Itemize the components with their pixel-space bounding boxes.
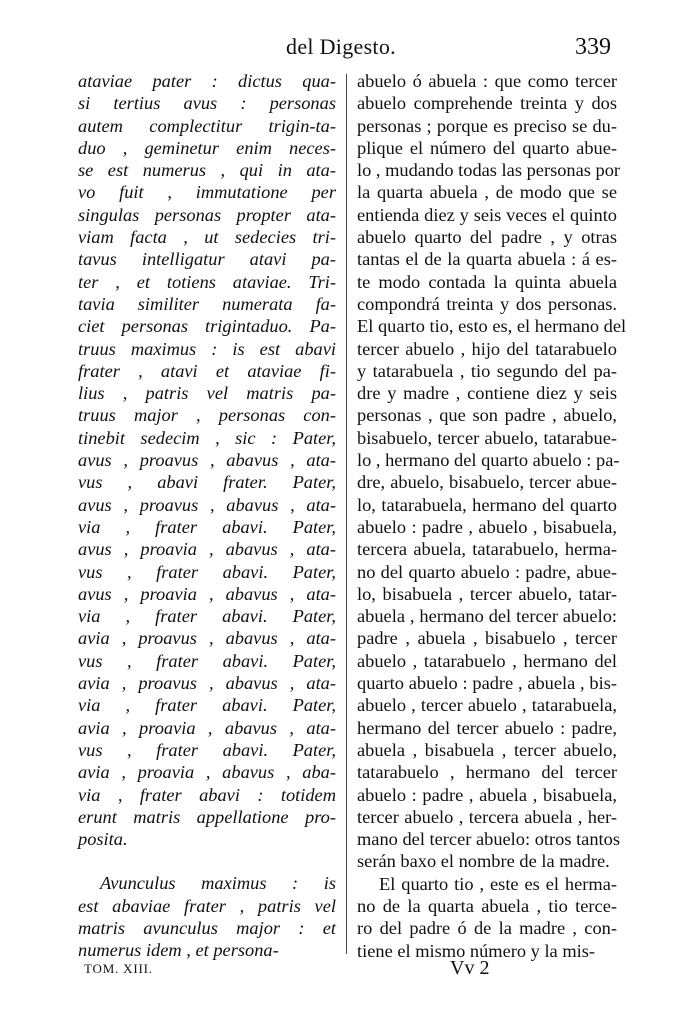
text-line: plique el número del quarto abue- (357, 137, 617, 158)
text-line: tiene el mismo número y la mis- (357, 940, 596, 961)
text-line: Avunculus maximus : is (100, 873, 336, 894)
text-line: duo , geminetur enim neces- (78, 137, 336, 158)
text-line: vus , frater abavi. Pater, (78, 739, 336, 760)
text-line: abuelo : padre , abuelo , bisabuela, (357, 516, 617, 537)
text-line: abuelo ó abuela : que como tercer (357, 71, 617, 91)
text-line: erunt matris appellatione pro- (78, 806, 336, 827)
text-line: lo , mudando todas las personas por (357, 160, 621, 181)
text-line: tavus intelligatur atavi pa- (78, 249, 336, 270)
text-line: hermano del tercer abuelo : padre, (357, 717, 617, 738)
text-line: mano del tercer abuelo: otros tantos (357, 829, 621, 850)
text-line: abuelo , tatarabuelo , hermano del (357, 650, 617, 671)
text-line: avia , proavus , abavus , ata- (78, 673, 336, 694)
spanish-paragraph-1 (357, 70, 627, 873)
text-line: te modo contada la quinta abuela (357, 271, 617, 292)
running-title: del Digesto. (286, 34, 396, 59)
text-line: no del quarto abuelo : padre, abue- (357, 561, 617, 582)
text-line: avus , proavia , abavus , ata- (78, 539, 336, 560)
spanish-column (357, 70, 627, 962)
text-line: truus maximus : is est abavi (78, 338, 336, 359)
text-line: ter , et totiens ataviae. Tri- (78, 271, 336, 292)
text-line: via , frater abavi. Pater, (78, 516, 336, 537)
text-line: avia , proavia , abavus , ata- (78, 717, 336, 738)
text-line: lo , hermano del quarto abuelo : pa- (357, 450, 620, 471)
text-line: avia , proavia , abavus , aba- (78, 762, 336, 783)
page-number: 339 (575, 34, 611, 60)
text-line: abuelo , tercer abuelo , tatarabuela, (357, 695, 617, 716)
text-line: viam facta , ut sedecies tri- (78, 227, 336, 248)
text-line: abuela , hermano del tercer abuelo: (357, 606, 617, 627)
text-line: lo, tatarabuela, hermano del quarto (357, 494, 617, 515)
text-line: la quarta abuela , de modo que se (357, 182, 617, 203)
text-line: est abaviae frater , patris vel (78, 895, 336, 916)
signature-mark: Vv 2 (450, 957, 490, 979)
text-line: frater , atavi et ataviae fi- (78, 360, 336, 381)
text-line: via , frater abavi. Pater, (78, 606, 336, 627)
text-line: tercera abuela, tatarabuelo, herma- (357, 539, 617, 560)
text-line: autem complectitur trigin-ta- (78, 115, 336, 136)
text-line: abuelo comprehende treinta y dos (357, 93, 617, 114)
text-line: lius , patris vel matris pa- (78, 383, 336, 404)
text-line: dre y madre , contiene diez y seis (357, 383, 617, 404)
text-line: personas , que son padre , abuelo, (357, 405, 617, 426)
text-line: y tatarabuela , tio segundo del pa- (357, 360, 617, 381)
text-line: padre , abuela , bisabuelo , tercer (357, 628, 617, 649)
text-line: bisabuelo, tercer abuelo, tatarabue- (357, 427, 617, 448)
text-line: tercer abuelo , tercera abuela , her- (357, 806, 617, 827)
text-line: serán baxo el nombre de la madre. (357, 851, 610, 872)
text-line: lo, bisabuela , tercer abuelo, tatar- (357, 583, 617, 604)
column-divider (346, 74, 347, 954)
text-line: abuelo : padre , abuela , bisabuela, (357, 784, 617, 805)
text-line: entienda diez y seis veces el quinto (357, 204, 617, 225)
spanish-paragraph-2 (357, 873, 617, 962)
text-line: abuelo quarto del padre , y otras (357, 227, 617, 248)
text-line: matris avunculus major : et (78, 917, 336, 938)
text-line: dre, abuelo, bisabuelo, tercer abue- (357, 472, 617, 493)
text-line: si tertius avus : personas (78, 93, 336, 114)
text-line: vus , frater abavi. Pater, (78, 561, 336, 582)
text-line: tinebit sedecim , sic : Pater, (78, 427, 336, 448)
text-line: vus , frater abavi. Pater, (78, 650, 336, 671)
text-line: singulas personas propter ata- (78, 204, 336, 225)
text-line: tavia similiter numerata fa- (78, 293, 336, 314)
text-line: tantas el de la quarta abuela : á es- (357, 249, 617, 270)
text-line: quarto abuelo : padre , abuela , bis- (357, 673, 617, 694)
volume-label: TOM. XIII. (84, 961, 153, 976)
text-line: El quarto tio , este es el herma- (379, 873, 617, 894)
text-line: abuela , bisabuela , tercer abuelo, (357, 739, 617, 760)
text-line: ataviae pater : dictus qua- (78, 71, 336, 91)
text-line: avus , proavus , abavus , ata- (78, 450, 336, 471)
text-line: se est numerus , qui in ata- (78, 160, 336, 181)
text-line: El quarto tio, esto es, el hermano del (357, 316, 627, 337)
text-line: vo fuit , immutatione per (78, 182, 336, 203)
latin-paragraph-2 (78, 872, 336, 961)
text-line: via , frater abavi. Pater, (78, 695, 336, 716)
text-line: vus , abavi frater. Pater, (78, 472, 336, 493)
text-line: personas ; porque es preciso se du- (357, 115, 617, 136)
latin-paragraph-1 (78, 70, 336, 850)
text-line: ciet personas trigintaduo. Pa- (78, 316, 336, 337)
text-line: ro del padre ó de la madre , con- (357, 918, 617, 939)
text-line: numerus idem , et persona- (78, 940, 279, 961)
latin-column (78, 70, 336, 962)
text-line: avia , proavus , abavus , ata- (78, 628, 336, 649)
text-line: avus , proavia , abavus , ata- (78, 583, 336, 604)
text-line: compondrá treinta y dos personas. (357, 293, 617, 314)
text-line: tercer abuelo , hijo del tatarabuelo (357, 338, 617, 359)
text-line: avus , proavus , abavus , ata- (78, 494, 336, 515)
text-line: via , frater abavi : totidem (78, 784, 336, 805)
text-line: truus major , personas con- (78, 405, 336, 426)
text-line: no de la quarta abuela , tio terce- (357, 895, 617, 916)
text-line: posita. (78, 829, 128, 850)
text-line: tatarabuelo , hermano del tercer (357, 762, 617, 783)
